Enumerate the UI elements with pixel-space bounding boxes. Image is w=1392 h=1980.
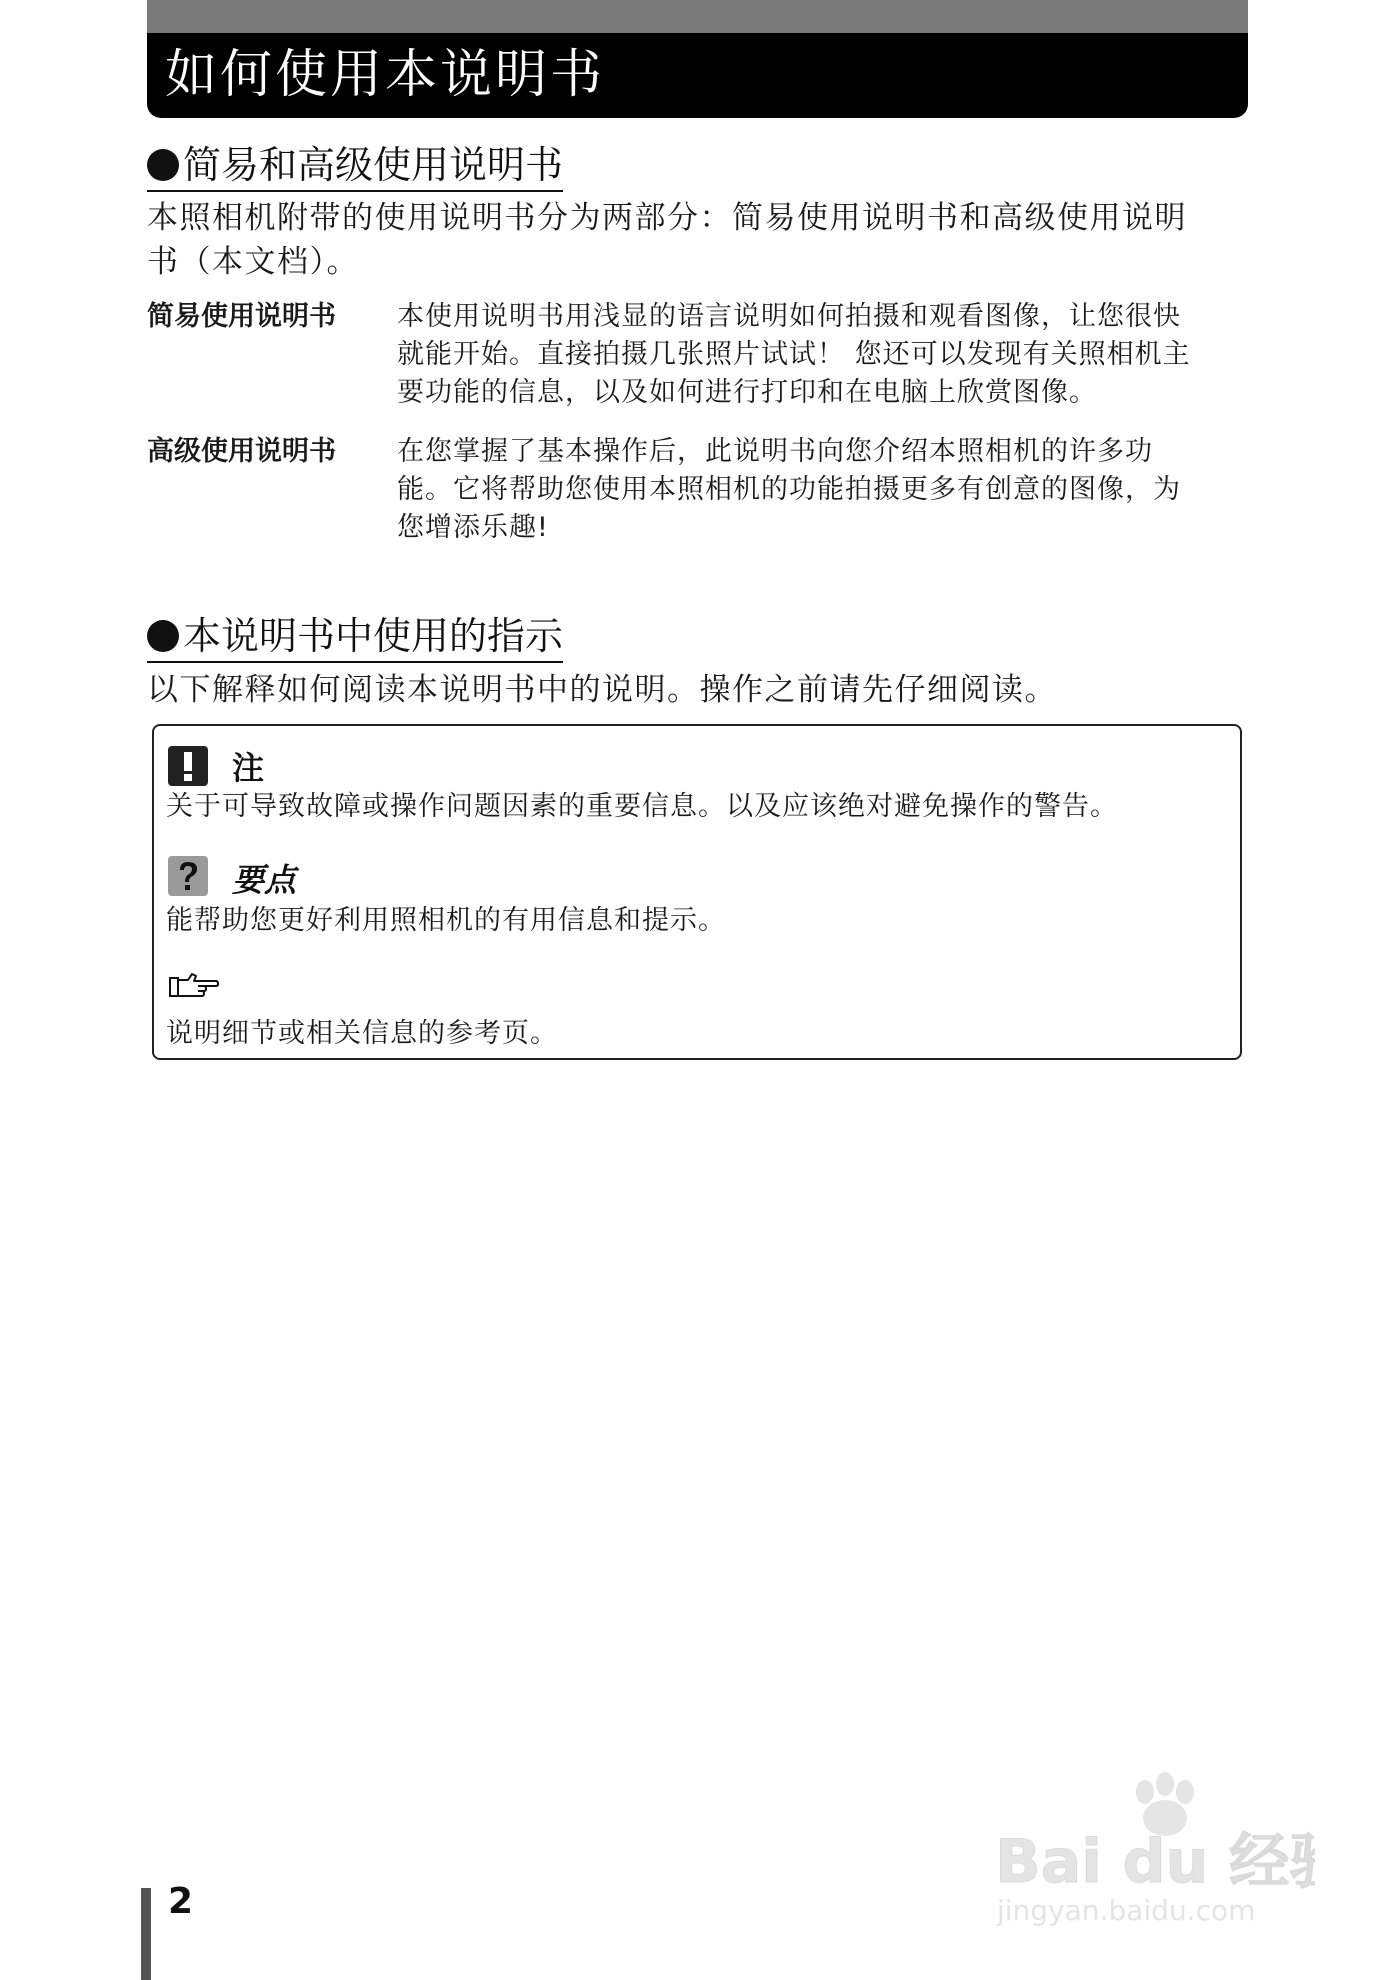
section-heading-manuals [147,141,563,192]
desc-line: 能。它将帮助您使用本照相机的功能拍摄更多有创意的图像，为 [397,474,1181,505]
conventions-box [152,724,1242,1060]
desc-line: 就能开始。直接拍摄几张照片试试！ 您还可以发现有关照相机主 [397,339,1191,370]
desc-line: 本使用说明书用浅显的语言说明如何拍摄和观看图像，让您很快 [397,301,1181,332]
section-heading-text: 简易和高级使用说明书 [183,143,564,187]
pointing-hand-icon [168,970,220,1002]
intro-line: 书（本文档）。 [147,244,359,280]
reference-text: 说明细节或相关信息的参考页。 [166,1018,558,1049]
desc-line: 在您掌握了基本操作后，此说明书向您介绍本照相机的许多功 [397,436,1153,467]
intro-line: 本照相机附带的使用说明书分为两部分：简易使用说明书和高级使用说明 [147,200,1187,236]
term-advanced-manual: 高级使用说明书 [147,436,336,467]
desc-line: 您增添乐趣! [397,512,549,543]
tip-text: 能帮助您更好利用照相机的有用信息和提示。 [166,905,726,936]
section1-intro [147,196,1248,284]
page-title: 如何使用本说明书 [165,45,606,105]
desc-line: 要功能的信息，以及如何进行打印和在电脑上欣赏图像。 [397,377,1097,408]
tip-label: 要点 [232,861,297,899]
page-header [147,0,1248,118]
desc-advanced-manual [397,433,1248,547]
title-bar [147,33,1248,118]
section-heading-indications [147,612,563,663]
note-label: 注 [232,749,265,787]
exclamation-icon [168,746,208,786]
baidu-watermark [985,1770,1315,1930]
note-text: 关于可导致故障或操作问题因素的重要信息。以及应该绝对避免操作的警告。 [166,791,1118,822]
header-stripe [147,0,1248,33]
watermark-brand: Bai du 经验 [995,1827,1315,1897]
section2-intro: 以下解释如何阅读本说明书中的说明。操作之前请先仔细阅读。 [147,672,1057,708]
section-heading-text: 本说明书中使用的指示 [183,614,564,658]
bullet-icon [147,620,179,652]
term-basic-manual: 简易使用说明书 [147,301,336,332]
desc-basic-manual [397,298,1248,412]
page-number: 2 [168,1881,194,1922]
question-icon [168,856,208,896]
page-edge-bar [141,1888,151,1980]
watermark-url: jingyan.baidu.com [997,1894,1256,1927]
bullet-icon [147,149,179,181]
